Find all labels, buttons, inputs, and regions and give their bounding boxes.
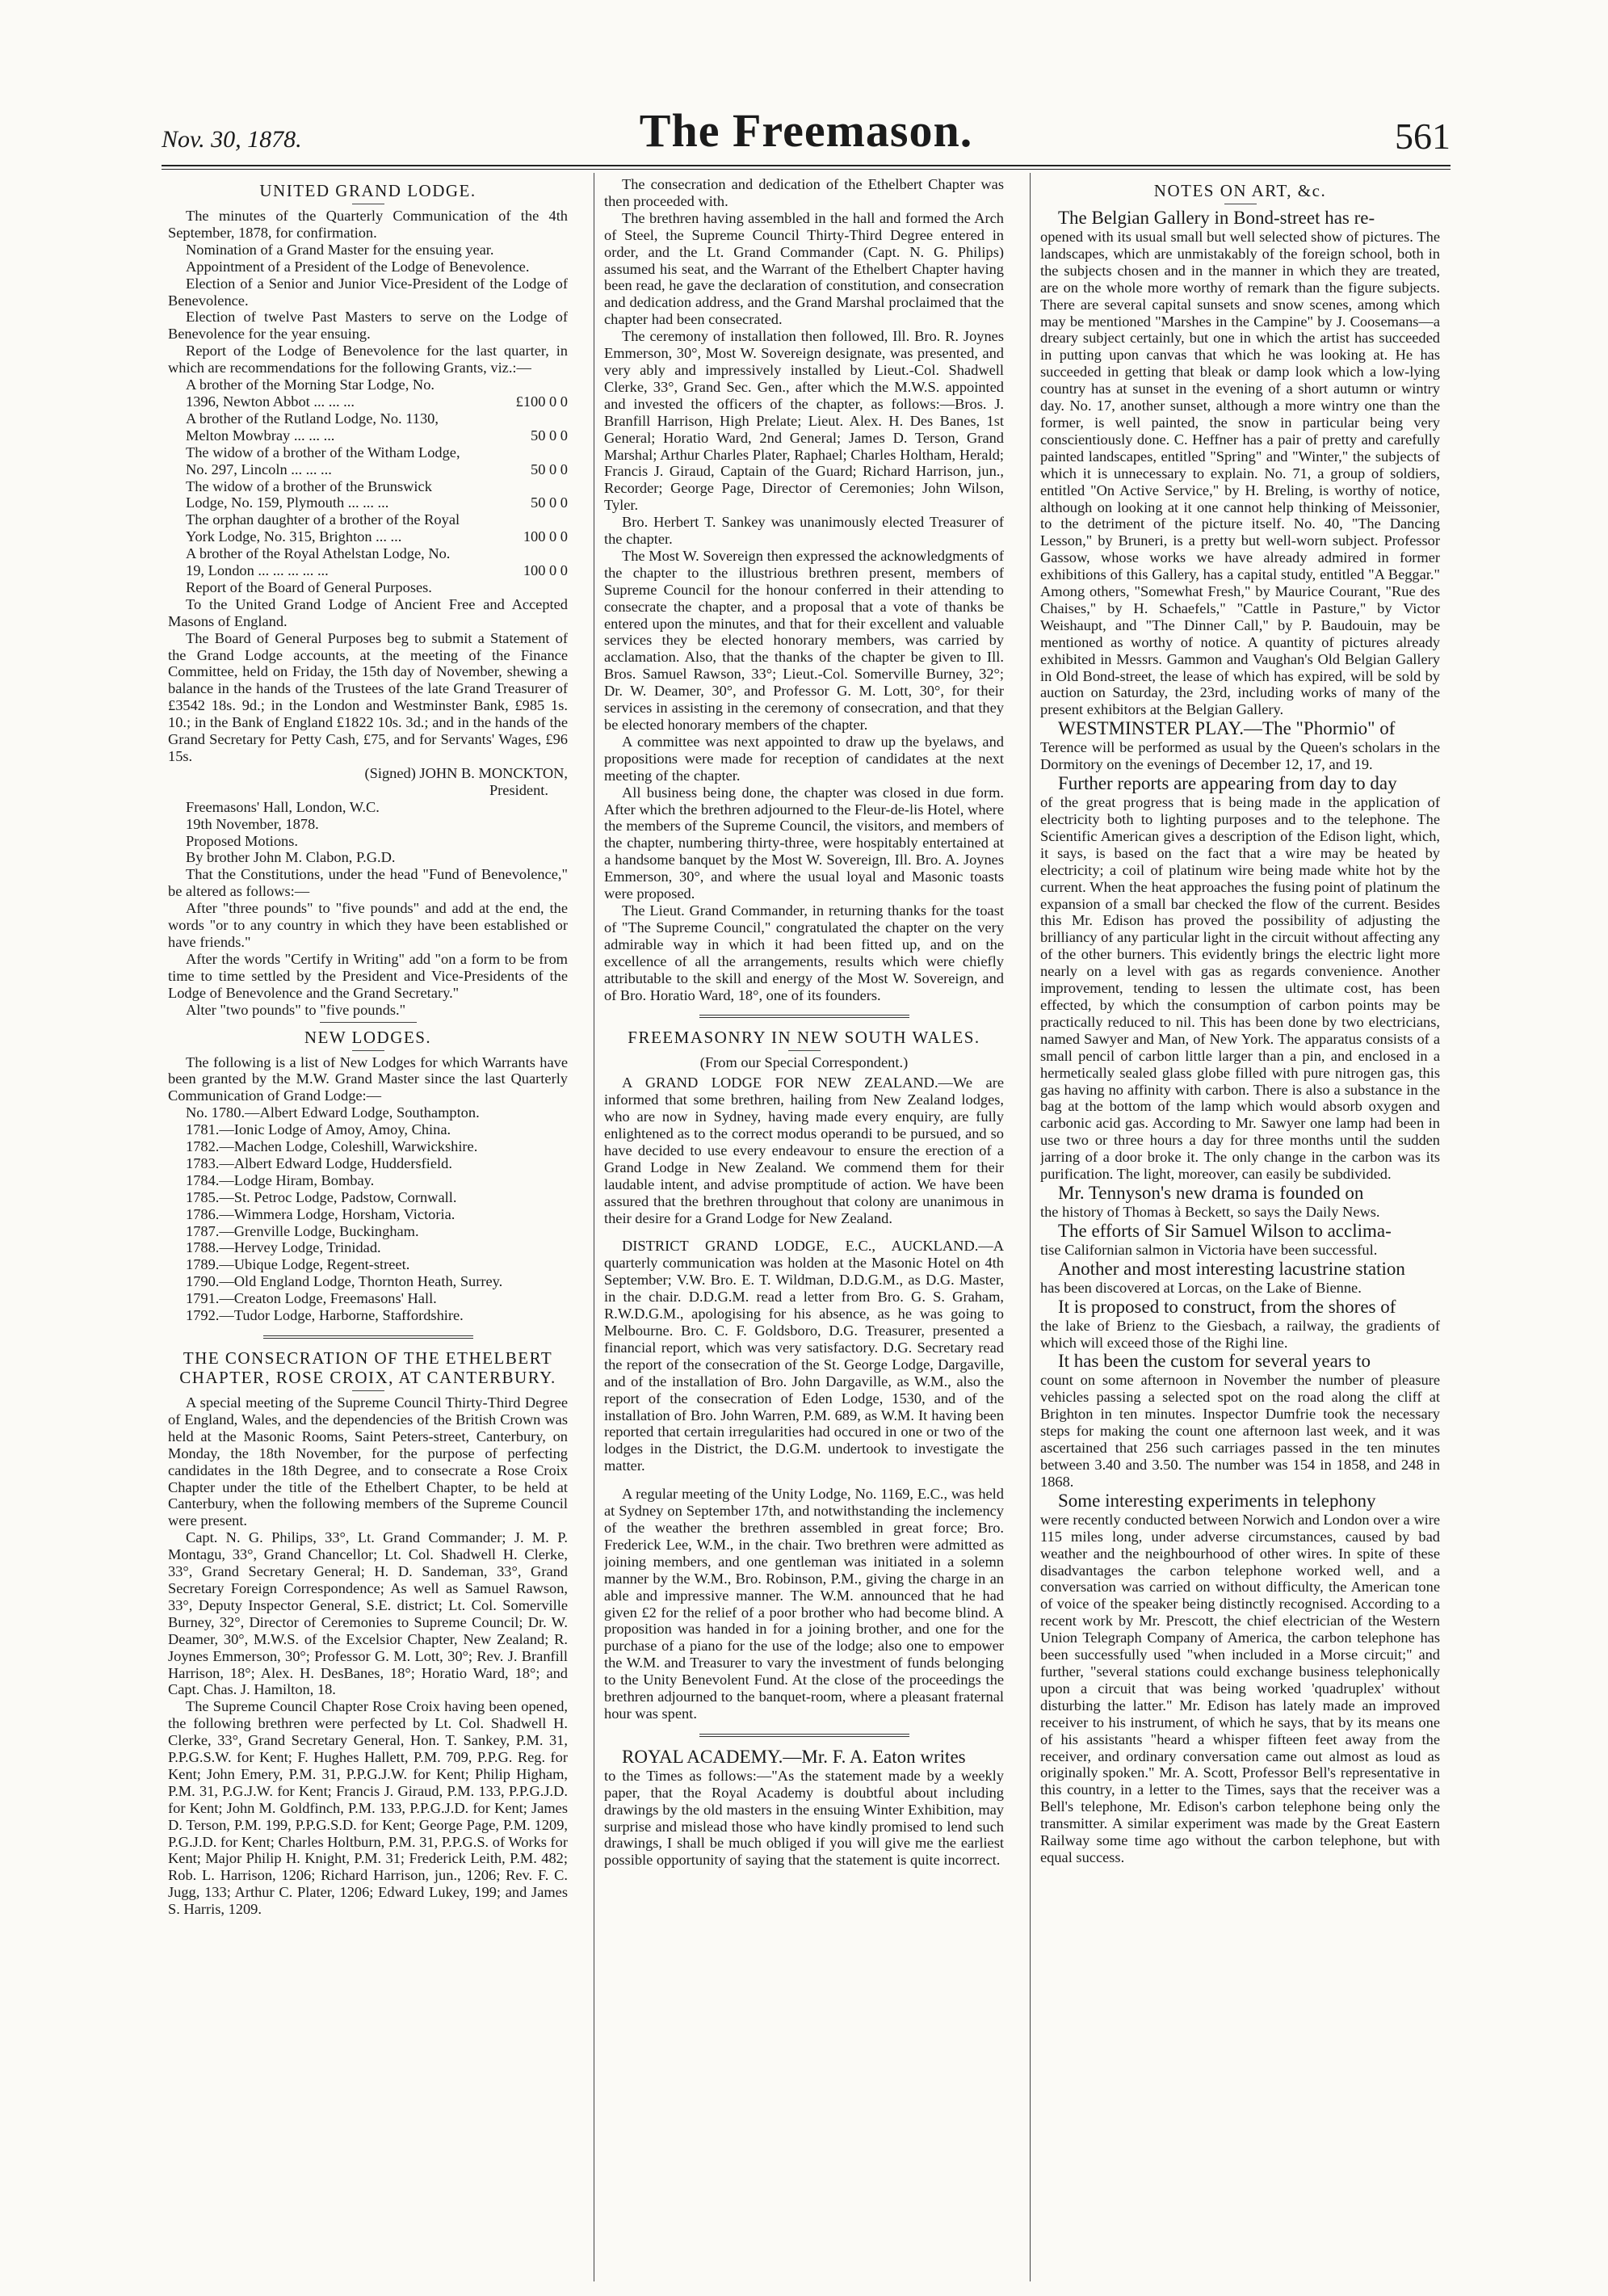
grant-line: The widow of a brother of the Brunswick — [186, 477, 432, 494]
grant-amount: 100 0 0 — [523, 562, 568, 579]
wilson-text: tise Californian salmon in Victoria have been successful. — [1040, 1241, 1378, 1258]
grand-lodge-paragraph: That the Constitutions, under the head "Fund of Benevolence," be altered as follows:— — [168, 866, 568, 900]
united-grand-lodge-heading: UNITED GRAND LODGE. — [259, 181, 477, 200]
consecration-paragraph: Capt. N. G. Philips, 33°, Lt. Grand Commander; J. M. P. Montagu, 33°, Grand Chancellor; Lt. Col. Shadwell H. Clerke, 33°, Grand Secretary General; H. D. Sandeman, 33°, Grand Secretary Foreign Correspondence; As well as Samuel Rawson, 33°, Deputy Inspector General, S.E. district; Lt. Col. Somerville Burney, 32°, Director of Ceremonies to Supreme Council; Dr. W. Deamer, 30°, M.W.S. of the Excelsior Chapter, New Zealand; R. Joynes Emmerson, 30°; Professor G. M. Lott, 30°; Rev. J. Branfill Harrison, 18°; Alex. H. DesBanes, 18°; Horatio Ward, 18°; and Capt. Chas. J. Hamilton, 18. — [168, 1529, 568, 1698]
lodge-item: 1784.—Lodge Hiram, Bombay. — [186, 1171, 375, 1188]
notes-on-art-heading: NOTES ON ART, &c. — [1153, 181, 1327, 200]
section-separator — [699, 1015, 909, 1021]
grand-lodge-paragraph: Report of the Board of General Purposes. — [186, 578, 432, 595]
electric-lead: Further reports are appearing from day to day — [1058, 773, 1397, 794]
nsw-paragraph: A regular meeting of the Unity Lodge, No. 1169, E.C., was held at Sydney on September 17th, and notwithstanding the inclemency of the weather the brethren assembled in great force; Bro. Frederick Lee, W.M., in the chair. Two brethren were admitted as joining members, and one gentleman was initiated in a solemn manner by the W.M., Bro. Robinson, P.M., giving the charge in an able and impressive manner. The W.M. announced that he had given £2 for the relief of a poor brother who had become blind. A proposition was handed in for a joining brother, and one for the purchase of a piano for the use of the lodge; also one to empower the W.M. and Treasurer to vary the investment of funds belonging to the Unity Benevolent Fund. At the close of the proceedings the brethren adjourned to the banquet-room, where a pleasant fraternal hour was spent. — [604, 1486, 1004, 1722]
nsw-paragraph: DISTRICT GRAND LODGE, E.C., AUCKLAND.—A quarterly communication was holden at the Masonic Hotel on 4th September; V.W. Bro. E. T. Wildman, D.D.G.M., as D.G. Master, in the chair. D.D.G.M. read a letter from Bro. G. S. Graham, R.W.D.G.M., apologising for his absence, as he was going to Melbourne. Bro. C. F. Goldsboro, D.G. Treasurer, presented a financial report, which was very satisfactory. D.G. Secretary read the report of the consecration of the St. George Lodge, Dargaville, and of the installation of Bro. John Dargaville, as W.M., also the report of the consecration of Eden Lodge, 1530, and of the installation of Bro. John Warren, P.M. 689, as W.M. It having been reported that certain irregularities had occured in one or two of the lodges in the District, the D.G.M. undertook to investigate the matter. — [604, 1238, 1004, 1474]
ethelbert-paragraph: Bro. Herbert T. Sankey was unanimously elected Treasurer of the chapter. — [604, 514, 1004, 548]
grant-detail: No. 297, Lincoln ... ... ... — [186, 460, 332, 477]
grand-lodge-paragraph: The Board of General Purposes beg to submit a Statement of the Grand Lodge accounts, at the meeting of the Finance Committee, held on Friday, the 15th day of November, shewing a balance in the hands of the Trustees of the late Grand Treasurer of £3542 18s. 9d.; in the London and Westminster Bank, £985 1s. 10.; in the Bank of England £1822 10s. 3d.; and in the hands of the Grand Secretary for Petty Cash, £75, and for Servants' Wages, £96 15s. — [168, 629, 568, 764]
grant-row — [168, 427, 568, 444]
telephony-lead: Some interesting experiments in telephony — [1058, 1490, 1376, 1511]
grant-line: A brother of the Rutland Lodge, No. 1130, — [186, 410, 439, 427]
wilson-lead: The efforts of Sir Samuel Wilson to acclima- — [1058, 1220, 1392, 1241]
grant-amount: £100 0 0 — [515, 393, 568, 410]
grand-lodge-paragraph: Election of twelve Past Masters to serve on the Lodge of Benevolence for the year ensuing. — [168, 309, 568, 343]
brienz-text: the lake of Brienz to the Giesbach, a railway, the gradients of which will exceed those of the Righi line. — [1040, 1317, 1440, 1351]
new-lodges-heading: NEW LODGES. — [304, 1027, 432, 1047]
section-separator — [263, 1335, 473, 1342]
grant-row — [168, 461, 568, 478]
column-1 — [168, 176, 568, 2277]
nsw-heading: FREEMASONRY IN NEW SOUTH WALES. — [628, 1028, 980, 1048]
lacustrine-text: has been discovered at Lorcas, on the Lake of Bienne. — [1040, 1279, 1362, 1296]
grand-lodge-paragraph: Proposed Motions. — [186, 832, 298, 849]
grant-row — [168, 494, 568, 511]
grant-detail: Melton Mowbray ... ... ... — [186, 427, 335, 444]
grant-row — [168, 393, 568, 410]
spacer — [604, 1226, 1004, 1238]
lodge-item: 1782.—Machen Lodge, Coleshill, Warwickshire. — [186, 1138, 478, 1155]
signature-title: President. — [489, 781, 548, 798]
grand-lodge-paragraph: After the words "Certify in Writing" add "on a form to be from time to time settled by the President and Vice-Presidents of the Lodge of Benevolence and the Grand Secretary." — [168, 950, 568, 1001]
westminster-lead: WESTMINSTER PLAY.—The "Phormio" of — [1058, 718, 1396, 739]
consecration-heading: THE CONSECRATION OF THE ETHELBERT CHAPTER, ROSE CROIX, AT CANTERBURY. — [179, 1348, 556, 1387]
grant-line: The widow of a brother of the Witham Lodge, — [186, 444, 460, 460]
brienz-lead: It is proposed to construct, from the shores of — [1058, 1296, 1396, 1317]
westminster-text: Terence will be performed as usual by the Queen's scholars in the Dormitory on the evenings of December 12, 17, and 19. — [1040, 739, 1440, 773]
lodge-item: 1781.—Ionic Lodge of Amoy, Amoy, China. — [186, 1121, 451, 1138]
signature: (Signed) JOHN B. MONCKTON, — [364, 764, 568, 781]
lodge-item: 1791.—Creaton Lodge, Freemasons' Hall. — [186, 1290, 437, 1307]
section-separator — [320, 1022, 417, 1023]
grand-lodge-paragraph: By brother John M. Clabon, P.G.D. — [186, 849, 396, 866]
lodge-item: 1790.—Old England Lodge, Thornton Heath, Surrey. — [186, 1273, 503, 1290]
ethelbert-paragraph: The brethren having assembled in the hall and formed the Arch of Steel, the Supreme Council Thirty-Third Degree entered in order, and the Lt. Grand Commander (Capt. N. G. Philips) assumed his seat, and the Warrant of the Ethelbert Chapter having been read, he gave the declaration of constitution, and consecration and dedication address, and the Grand Marshal proclaimed that the chapter had been consecrated. — [604, 209, 1004, 328]
consecration-paragraph: The Supreme Council Chapter Rose Croix having been opened, the following brethren were perfected by Lt. Col. Shadwell H. Clerke, 33°, Grand Secretary General, Hon. T. Sankey, P.M. 31, P.P.G.S.W. for Kent; F. Hughes Hallett, P.M. 709, P.P.G. Reg. for Kent; John Emery, P.M. 31, P.P.G.J.W. for Kent; Philip Higham, P.M. 31, P.G.J.W. for Kent; Francis J. Giraud, P.M. 133, P.P.G.J.D. for Kent; John M. Goldfinch, P.M. 133, P.P.G.J.D. for Kent; James D. Terson, P.M. 199, P.P.G.S.D. for Kent; George Page, P.M. 1209, P.G.J.D. for Kent; Charles Holtburn, P.M. 31, P.P.G.S. of Works for Kent; Major Philip H. Knight, P.M. 31; Frederick Leith, P.M. 482; Rob. L. Harrison, 1206; Richard Harrison, jun., 1206; Rev. F. C. Jugg, 133; Arthur C. Plater, 1206; Edward Lukey, 199; and James S. Harris, 1209. — [168, 1698, 568, 1918]
consecration-paragraph: A special meeting of the Supreme Council Thirty-Third Degree of England, Wales, and the dependencies of the British Crown was held at the Masonic Rooms, Saint Peters-street, Canterbury, on Monday, the 18th November, for the purpose of perfecting candidates in the 18th Degree, and to consecrate a Rose Croix Chapter under the title of the Ethelbert Chapter, to be held at Canterbury, when the following members of the Supreme Council were present. — [168, 1394, 568, 1529]
lodge-item: 1792.—Tudor Lodge, Harborne, Staffordshire. — [186, 1307, 464, 1324]
grand-lodge-paragraph: After "three pounds" to "five pounds" and add at the end, the words "or to any country in which they have been established or have friends." — [168, 900, 568, 950]
column-3 — [1040, 176, 1440, 2277]
grant-line: The orphan daughter of a brother of the Royal — [186, 511, 460, 528]
lodge-item: 1789.—Ubique Lodge, Regent-street. — [186, 1256, 410, 1273]
lodge-item: 1787.—Grenville Lodge, Buckingham. — [186, 1222, 419, 1239]
heading-separator — [352, 1050, 384, 1051]
custom-lead: It has been the custom for several years to — [1058, 1351, 1371, 1372]
grant-detail: Lodge, No. 159, Plymouth ... ... ... — [186, 494, 389, 511]
issue-date: Nov. 30, 1878. — [162, 126, 302, 153]
ethelbert-paragraph: All business being done, the chapter was closed in due form. After which the brethren adjourned to the Fleur-de-lis Hotel, where the members of the Supreme Council, the visitors, and members of the chapter, numbering thirty-three, were hospitably entertained at a handsome banquet by the Most W. Sovereign, Ill. Bro. A. Joynes Emmerson, 30°, and where the usual loyal and Masonic toasts were proposed. — [604, 784, 1004, 902]
grand-lodge-paragraph: Alter "two pounds" to "five pounds." — [186, 1001, 406, 1018]
grants-list — [168, 376, 568, 579]
grant-amount: 50 0 0 — [531, 494, 568, 511]
ethelbert-paragraph: The Lieut. Grand Commander, in returning thanks for the toast of "The Supreme Council," congratulated the chapter on the very admirable way in which it had been fitted up, and on the excellence of all the arrangements, results which were chiefly attributable to the skill and energy of the Most W. Sovereign, and of Bro. Horatio Ward, 18°, one of its founders. — [604, 902, 1004, 1003]
grant-row — [168, 528, 568, 545]
tennyson-text: the history of Thomas à Beckett, so says the Daily News. — [1040, 1203, 1380, 1220]
royal-academy-text: to the Times as follows:—"As the statement made by a weekly paper, that the Royal Academy is doubtful about including drawings by the old masters in the ensuing Winter Exhibition, may surprise and mislead those who have kindly promised to lend such drawings, I shall be much obliged if you will give me the earliest possible opportunity of saying that the statement is quite incorrect. — [604, 1767, 1004, 1869]
grant-amount: 50 0 0 — [531, 460, 568, 477]
grant-line: A brother of the Morning Star Lodge, No. — [186, 376, 435, 393]
masthead-rule — [162, 165, 1451, 166]
masthead — [162, 103, 1451, 158]
grant-detail: York Lodge, No. 315, Brighton ... ... — [186, 528, 402, 545]
tennyson-lead: Mr. Tennyson's new drama is founded on — [1058, 1182, 1364, 1203]
grand-lodge-paragraph: Nomination of a Grand Master for the ensuing year. — [186, 241, 494, 258]
grand-lodge-paragraph: To the United Grand Lodge of Ancient Free and Accepted Masons of England. — [168, 595, 568, 629]
new-lodges-intro: The following is a list of New Lodges for which Warrants have been granted by the M.W. Grand Master since the last Quarterly Communication of Grand Lodge:— — [168, 1053, 568, 1104]
grand-lodge-paragraph: The minutes of the Quarterly Communication of the 4th September, 1878, for confirmation. — [168, 208, 568, 241]
section-separator — [699, 1734, 909, 1740]
nsw-subheading: (From our Special Correspondent.) — [699, 1054, 909, 1071]
custom-text: count on some afternoon in November the number of pleasure vehicles passing a selected spot on the road along the cliff at Brighton in ten minutes. Inspector Dumfrie took the necessary steps for making the count one afternoon last week, and it was ascertained that 256 such carriages passed in the ten minutes between 3.40 and 3.50. The number was 154 in 1858, and 248 in 1868. — [1040, 1372, 1440, 1490]
lacustrine-lead: Another and most interesting lacustrine station — [1058, 1258, 1405, 1279]
grant-line: A brother of the Royal Athelstan Lodge, No. — [186, 545, 451, 562]
page-number: 561 — [1395, 116, 1451, 157]
lodge-item: 1783.—Albert Edward Lodge, Huddersfield. — [186, 1154, 452, 1171]
grant-amount: 100 0 0 — [523, 528, 568, 545]
belgian-text: opened with its usual small but well selected show of pictures. The landscapes, which are unmistakably of the foreign school, both in the subjects chosen and in the manner in which they are treated, are on the whole more worthy of remark than the figure subjects. There are several capital sunsets and snow scenes, among which may be mentioned "Marshes in the Campine" by J. Coosemans—a dreary subject certainly, but one in which the artist has succeeded in putting upon canvas that which he was looking at. He has succeeded in getting that bleak or damp look which a low-lying country has at sunset in the evening of a short autumn or wintry day. No. 17, another sunset, although a more wintry one than the former, is well painted, the snow in particular being very conscientiously done. C. Heffner has a pair of pretty and carefully painted landscapes, entitled "Spring" and "Winter," the subjects of which it is unnecessary to explain. No. 71, a group of soldiers, entitled "On Active Service," by H. Breling, is worthy of notice, although on looking at it one cannot help thinking of Meissonier, to the detriment of the picture itself. No. 40, "The Dancing Lesson," by Bruneri, is a pretty but well-worn subject. Professor Gassow, whose works we have already admired in former exhibitions of this Gallery, has a capital study, entitled "A Beggar." Among others, "Somewhat Fresh," by Maurice Courant, "Rue des Chaises," by H. Schaefels," "Cattle in Pasture," by Victor Weishaupt, and "The Dinner Call," by P. Baudouin, may be mentioned as worthy of notice. A quantity of pictures already exhibited in Messrs. Gammon and Vaughan's Old Belgian Gallery in Old Bond-street, the lease of which has expired, will be sold by auction on Saturday, the 23rd, including works of many of the present exhibitors at the Belgian Gallery. — [1040, 229, 1440, 718]
grand-lodge-paragraph: Appointment of a President of the Lodge of Benevolence. — [186, 258, 530, 275]
ethelbert-paragraph: The Most W. Sovereign then expressed the acknowledgments of the chapter to the illustrious brethren present, members of Supreme Council for the honour conferred in their attending to consecrate the chapter, and a proposal that a vote of thanks be entered upon the minutes, and that for their excellent and valuable services they be elected honorary members, was carried by acclamation. Also, that the thanks of the chapter be given to Ill. Bros. Samuel Rawson, 33°; Lieut.-Col. Somerville Burney, 32°; Dr. W. Deamer, 30°, and Professor G. M. Lott, 30°, for their services in assisting in the ceremony of consecration, and that they be elected honorary members of the chapter. — [604, 547, 1004, 733]
grant-amount: 50 0 0 — [531, 427, 568, 444]
lodge-item: 1786.—Wimmera Lodge, Horsham, Victoria. — [186, 1205, 456, 1222]
spacer — [604, 1474, 1004, 1486]
new-lodges-list — [168, 1104, 568, 1324]
masthead-rule-thin — [162, 169, 1451, 170]
grand-lodge-paragraph: 19th November, 1878. — [186, 815, 319, 832]
heading-separator — [788, 1050, 821, 1051]
royal-academy-lead: ROYAL ACADEMY.—Mr. F. A. Eaton writes — [622, 1746, 966, 1767]
ethelbert-paragraph: A committee was next appointed to draw up the byelaws, and propositions were made for reception of candidates at the next meeting of the chapter. — [604, 733, 1004, 784]
ethelbert-paragraph: The ceremony of installation then followed, Ill. Bro. R. Joynes Emmerson, 30°, Most W. Sovereign designate, was presented, and very ably and impressively installed by Lieut.-Col. Shadwell Clerke, 33°, Grand Sec. Gen., after which the M.W.S. appointed and invested the officers of the chapter, as follows:—Bros. J. Branfill Harrison, High Prelate; Lieut. Alex. H. Des Banes, 1st General; Horatio Ward, 2nd General; James D. Terson, Grand Marshal; Arthur Charles Plater, Raphael; Charles Holtham, Herald; Francis J. Giraud, Captain of the Guard; Richard Harrison, jun., Recorder; George Page, Director of Ceremonies; John Wilson, Tyler. — [604, 328, 1004, 514]
grand-lodge-paragraph: Election of a Senior and Junior Vice-President of the Lodge of Benevolence. — [168, 275, 568, 309]
grant-row — [168, 562, 568, 579]
heading-separator — [352, 1390, 384, 1391]
newspaper-title: The Freemason. — [639, 104, 973, 157]
grand-lodge-paragraph: Freemasons' Hall, London, W.C. — [186, 798, 380, 815]
nsw-paragraph: A GRAND LODGE FOR NEW ZEALAND.—We are informed that some brethren, hailing from New Zealand lodges, who are now in Sydney, having made every enquiry, are fully enlightened as to the correct modus operandi to be pursued, and so have decided to use every endeavour to ensure the erection of a Grand Lodge in New Zealand. We commend them for their laudable intent, and advise promptitude of action. We have been assured that the brethren throughout that colony are unanimous in their desire for a Grand Lodge for New Zealand. — [604, 1074, 1004, 1226]
lodge-item: 1785.—St. Petroc Lodge, Padstow, Cornwall. — [186, 1188, 457, 1205]
telephony-text: were recently conducted between Norwich and London over a wire 115 miles long, under adverse circumstances, caused by bad weather and the neighbourhood of other wires. In spite of these disadvantages the carbon telephone worked well, and a conversation was carried on without difficulty, the American tone of voice of the speaker being distinctly recognised. According to a recent work by Mr. Prescott, the chief electrician of the Western Union Telegraph Company of America, the carbon telephone has been successfully used "when included in a Morse circuit;" and further, "several stations could exchange business telephonically upon a circuit that was being worked 'quadruplex' without disturbing the latter." Mr. Edison has lately made an improved receiver to his instrument, of which he says, that by its means one of his assistants "heard a whisper fifteen feet away from the receiver, and ordinary conversation came out almost as loud as originally spoken." Mr. A. Scott, Professor Bell's representative in this country, in a letter to the Times, says that the receiver was a Bell's telephone, Mr. Edison's carbon telephone being only the transmitter. A similar experiment was made by the Great Eastern Railway some time ago without the carbon telephone, but with equal success. — [1040, 1511, 1440, 1865]
electric-text: of the great progress that is being made in the application of electricity both to lighting purposes and to the telephone. The Scientific American gives a description of the Edison light, which, it says, is based on the fact that a wire may be heated by electricity; a coil of platinum wire being made white hot by the current. When the heat approaches the fusing point of platinum the expansion of a small bar checked the flow of the current. Besides this Mr. Edison has proved the possibility of adjusting the brilliancy of any particular light in the circuit without affecting any of the other burners. This evidently brings the electric light more nearly on a level with gas as regards convenience. Another improvement, tending to lessen the ultimate cost, has been effected, by which the consumption of carbon points may be practically reduced to nil. This has been done by two electricians, named Sawyer and Man, of New York. The apparatus consists of a small pencil of carbon little larger than a pin, and enclosed in a hermetically sealed glass globe filled with pure nitrogen gas, this gas having no affinity with carbon. There is also a substance in the bag at the bottom of the lamp which would absorb oxygen and carbonic acid gas. According to Mr. Sawyer one lamp had been in use two or three hours a day for three months until the sudden jarring of a door broke it. The only change in the carbon was its purification. The light, moreover, can easily be subdivided. — [1040, 794, 1440, 1183]
grant-detail: 1396, Newton Abbot ... ... ... — [186, 393, 355, 410]
ethelbert-paragraph: The consecration and dedication of the Ethelbert Chapter was then proceeded with. — [604, 176, 1004, 209]
grant-detail: 19, London ... ... ... ... ... — [186, 562, 329, 579]
belgian-lead: The Belgian Gallery in Bond-street has re- — [1058, 208, 1375, 228]
lodge-item: No. 1780.—Albert Edward Lodge, Southampton. — [186, 1104, 480, 1121]
column-divider-2 — [1030, 173, 1031, 2281]
column-2 — [604, 176, 1004, 2277]
lodge-item: 1788.—Hervey Lodge, Trinidad. — [186, 1239, 381, 1256]
grand-lodge-paragraph: Report of the Lodge of Benevolence for the last quarter, in which are recommendations for the following Grants, viz.:— — [168, 343, 568, 376]
